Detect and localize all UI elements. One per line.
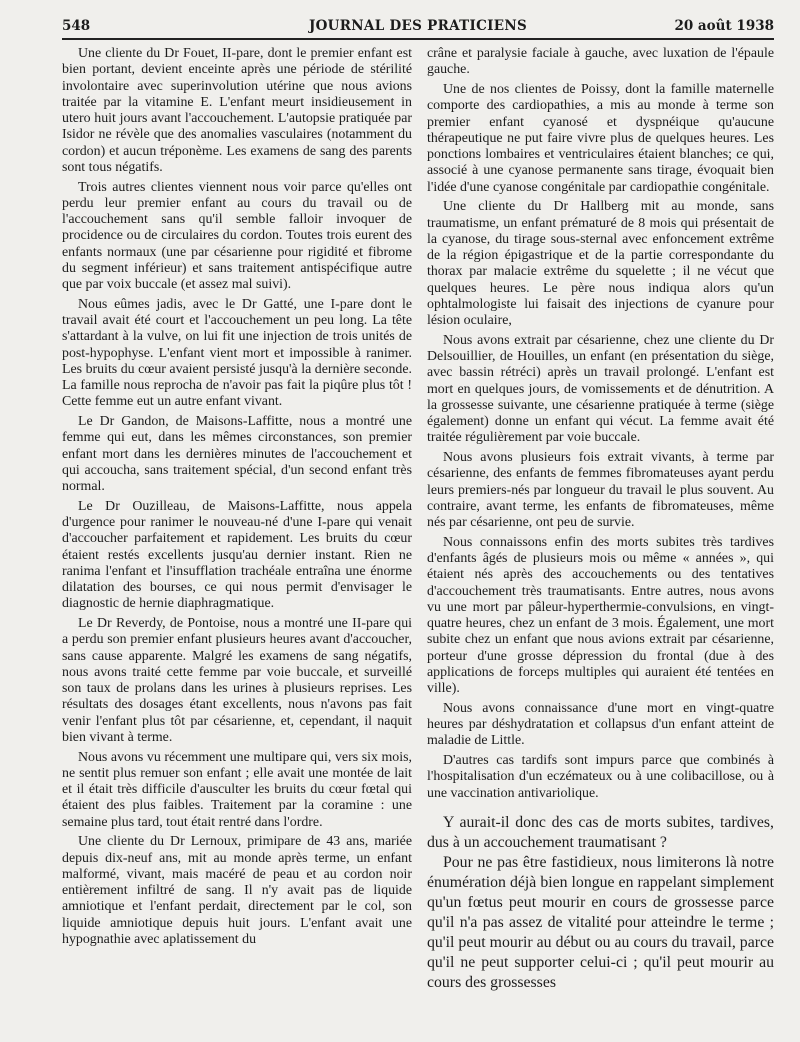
right-column <box>427 46 774 993</box>
paragraph: Une de nos clientes de Poissy, dont la famille maternelle comporte des cardiopathies, a mis au monde à terme son premier enfant cyanosé et dyspnéique qu'aucune thérapeutique ne put faire vivre plus de quelques heures. Les ponctions lombaires et ventriculaires étaient blanches; ce qui, associé à une cyanose permanente sans tirage, évoquait bien l'idée d'une cyanose congénitale par cardiopathie congénitale. <box>427 82 774 195</box>
paragraph: Le Dr Ouzilleau, de Maisons-Laffitte, nous appela d'urgence pour ranimer le nouveau-né d'une I-pare qui venait d'accoucher parfaitement et rapidement. Les bruits du cœur étaient restés excellents jusqu'au dernier instant. Rien ne ranima l'enfant et l'insufflation trachéale entraîna une énorme dilatation des bourses, ce qui nous permit d'envisager le diagnostic de hernie diaphragmatique. <box>62 498 412 612</box>
journal-title: JOURNAL DES PRATICIENS <box>308 18 528 34</box>
page-header <box>62 14 774 36</box>
paragraph: Le Dr Gandon, de Maisons-Laffitte, nous a montré une femme qui eut, dans les mêmes circonstances, son premier enfant mort dans les dernières minutes de l'accouchement et qui accoucha, sans traitement spécial, d'un second enfant très normal. <box>62 414 412 494</box>
issue-date: 20 août 1938 <box>674 18 774 34</box>
left-column <box>62 46 412 952</box>
paragraph: Trois autres clientes viennent nous voir parce qu'elles ont perdu leur premier enfant au cours du travail ou de l'accouchement sans qu'il semble falloir invoquer de procidence ou de circulaires du cordon. Toutes trois eurent des enfants normaux (une par césarienne pour rigidité et fibrome du segment inférieur) et sans traitement antispécifique autre que par voix buccale (et assez mal suivi). <box>62 179 412 292</box>
paragraph: D'autres cas tardifs sont impurs parce que combinés à l'hospitalisation d'un eczémateux ou à une colibacillose, ou à une vaccination antivariolique. <box>427 753 774 801</box>
paragraph: Le Dr Reverdy, de Pontoise, nous a montré une II-pare qui a perdu son premier enfant plusieurs heures avant d'accoucher, sans cause apparente. Malgré les examens de sang négatifs, nous avons traité cette femme par voie buccale, et surveillé son taux de prolans dans les urines à plusieurs reprises. Les résultats des dosages étant excellents, nous n'avons pas fait venir l'enfant plus tôt par césarienne, et, cependant, il naquit bien vivant à terme. <box>62 616 412 745</box>
paragraph: Nous avons connaissance d'une mort en vingt-quatre heures par déshydratation et collapsus d'un enfant atteint de maladie de Little. <box>427 700 774 749</box>
paragraph: Une cliente du Dr Lernoux, primipare de 43 ans, mariée depuis dix-neuf ans, mit au monde après terme, un enfant malformé, vivant, mais macéré de peau et au cordon noir entièrement infiltré de sang. Il n'y avait pas de liquide amniotique et l'enfant perdait, directement par le col, son liquide amniotique depuis huit jours. L'enfant avait une hypognathie avec aplatissement du <box>62 834 412 947</box>
paragraph-continued: crâne et paralysie faciale à gauche, avec luxation de l'épaule gauche. <box>427 46 774 78</box>
conclusion-block <box>427 813 774 993</box>
paragraph: Nous avons extrait par césarienne, chez une cliente du Dr Delsouillier, de Houilles, un enfant (en présentation du siège, avec bassin rétréci) après un travail prolongé. L'enfant est mort en quelques jours, de vomissements et de dénutrition. A la grossesse suivante, une césarienne pratiquée à terme (siège également) donne un enfant qui vécut. La femme avait été traitée régulièrement par voie buccale. <box>427 332 774 446</box>
paragraph: Une cliente du Dr Fouet, II-pare, dont le premier enfant est bien portant, devient enceinte après une période de stérilité involontaire avec superinvolution utérine que nous avions traitée par la vitamine E. L'enfant meurt insidieusement in utero huit jours avant l'accouchement. L'autopsie pratiquée par Isidor ne révèle que des anomalies vasculaires (notamment du cordon) et aucun tréponème. Les examens de sang des parents sont tous négatifs. <box>62 46 412 175</box>
paragraph: Nous avons plusieurs fois extrait vivants, à terme par césarienne, des enfants de femmes fibromateuses ayant perdu leurs premiers-nés par longueur du travail le plus souvent. Au contraire, avant terme, les enfants de fibromateuses, même nés par césarienne, ont peu de survie. <box>427 450 774 530</box>
paragraph: Nous avons vu récemment une multipare qui, vers six mois, ne sentit plus remuer son enfant ; elle avait une montée de lait et il était très difficile d'ausculter les bruits du cœur fœtal qui étaient des plus faibles. Traitement par la coramine : une semaine plus tard, tout était rentré dans l'ordre. <box>62 749 412 830</box>
page-number: 548 <box>62 18 91 34</box>
conclusion-question: Y aurait-il donc des cas de morts subites, tardives, dus à un accouchement traumatisant ? <box>427 813 774 851</box>
header-rule <box>62 38 774 40</box>
conclusion-paragraph: Pour ne pas être fastidieux, nous limiterons là notre énumération déjà bien longue en rappelant simplement qu'un fœtus peut mourir en cours de grossesse parce qu'il n'a pas assez de vitalité pour atteindre le terme ; qu'il peut mourir au début ou au cours du travail, parce qu'il ne peut supporter celui-ci ; qu'il peut mourir au cours des grossesses <box>427 853 774 991</box>
paragraph: Nous connaissons enfin des morts subites très tardives d'enfants âgés de plusieurs mois ou même « années », qui étaient nés après des accouchements ou des tentatives d'accouchement très traumatisants. Entre autres, nous avons vu une mort par pâleur-hyperthermie-convulsions, en vingt-quatre heures, chez un enfant de 3 mois. Également, une mort subite chez un enfant que nous avions extrait par césarienne, porteur d'une grosse dépression du frontal (due à des applications de forceps multiples qui auraient été tentées en ville). <box>427 534 774 696</box>
paragraph: Nous eûmes jadis, avec le Dr Gatté, une I-pare dont le travail avait été court et l'accouchement un peu long. La tête s'attardant à la vulve, on lui fit une injection de trois unités de post-hypophyse. L'enfant vient mort et impossible à ranimer. Les bruits du cœur avaient persisté jusqu'à la dernière seconde. La famille nous reprocha de n'avoir pas fait la piqûre plus tôt ! Cette femme eut un autre enfant vivant. <box>62 296 412 410</box>
paragraph: Une cliente du Dr Hallberg mit au monde, sans traumatisme, un enfant prématuré de 8 mois qui présentait de la cyanose, du tirage sous-sternal avec enfoncement extrême de la région épigastrique et de la partie correspondante du thorax par malacie extrême du squelette ; il ne vécut que quelques heures. Le père nous indiqua alors qu'un ophtalmologiste lui faisait des injections de cyanure pour lésion oculaire, <box>427 199 774 328</box>
